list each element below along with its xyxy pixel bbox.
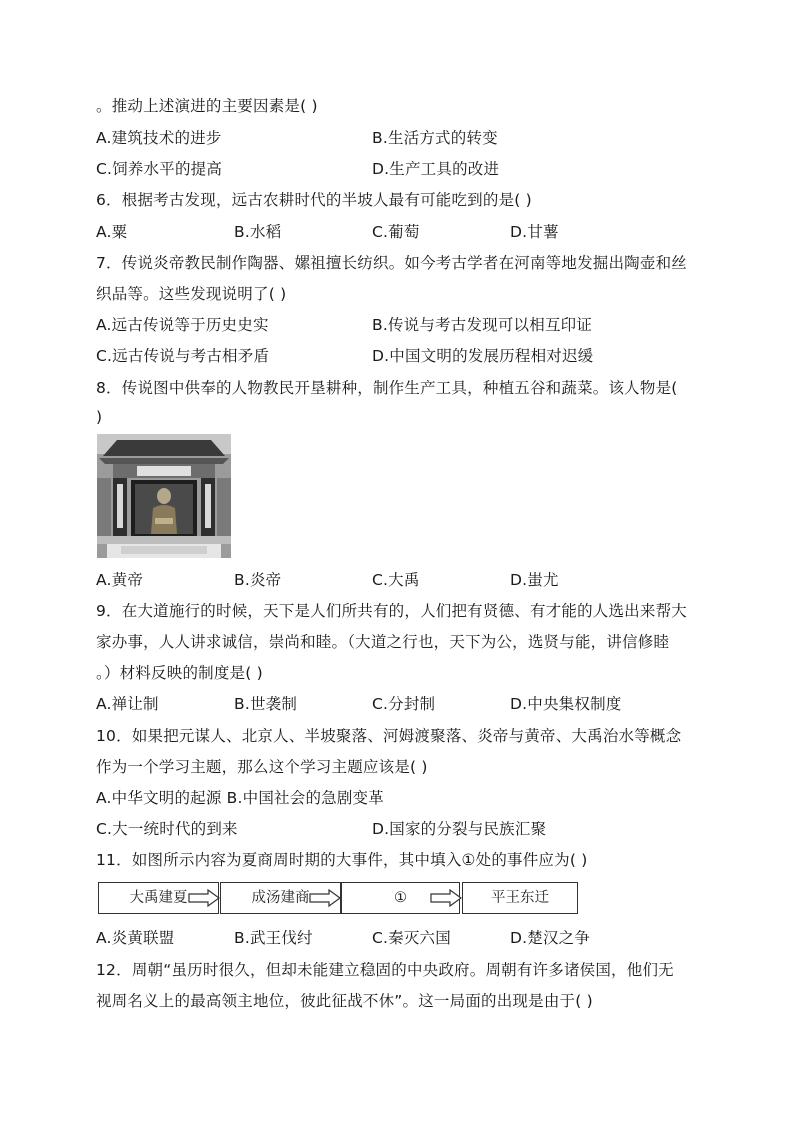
shrine-illustration xyxy=(97,434,231,558)
q9-option-a[interactable]: A.禅让制 xyxy=(96,695,159,713)
flow-step-4: 平王东迁 xyxy=(462,882,578,914)
q9-option-b[interactable]: B.世袭制 xyxy=(234,695,298,713)
q6-option-b[interactable]: B.水稻 xyxy=(234,223,282,241)
q10-option-ab[interactable]: A.中华文明的起源 B.中国社会的急剧变革 xyxy=(96,789,384,807)
flow-step-2: 成汤建商 xyxy=(220,882,341,914)
q10-option-c[interactable]: C.大一统时代的到来 xyxy=(96,820,238,838)
q12-stem-line1: 12．周朝“虽历时很久，但却未能建立稳固的中央政府。周朝有许多诸侯国，他们无 xyxy=(96,961,674,979)
q9-option-d[interactable]: D.中央集权制度 xyxy=(510,695,622,713)
q7-option-c[interactable]: C.远古传说与考古相矛盾 xyxy=(96,347,270,365)
q9-option-c[interactable]: C.分封制 xyxy=(372,695,436,713)
q10-option-d[interactable]: D.国家的分裂与民族汇聚 xyxy=(372,820,547,838)
q12-stem-line2: 视周名义上的最高领主地位，彼此征战不休”。这一局面的出现是由于( ) xyxy=(96,992,593,1010)
q8-stem-line2: ) xyxy=(96,408,103,426)
q6-option-c[interactable]: C.葡萄 xyxy=(372,223,420,241)
q7-option-b[interactable]: B.传说与考古发现可以相互印证 xyxy=(372,316,593,334)
q8-option-b[interactable]: B.炎帝 xyxy=(234,571,282,589)
q5-option-a[interactable]: A.建筑技术的进步 xyxy=(96,129,222,147)
shrine-photo xyxy=(97,434,231,558)
q8-option-d[interactable]: D.蚩尤 xyxy=(510,571,559,589)
q11-option-c[interactable]: C.秦灭六国 xyxy=(372,929,451,947)
q6-option-d[interactable]: D.甘薯 xyxy=(510,223,559,241)
q8-option-a[interactable]: A.黄帝 xyxy=(96,571,144,589)
q9-stem-line3: 。）材料反映的制度是( ) xyxy=(96,664,263,682)
q10-stem-line1: 10．如果把元谋人、北京人、半坡聚落、河姆渡聚落、炎帝与黄帝、大禹治水等概念 xyxy=(96,727,682,745)
flow-step-1: 大禹建夏 xyxy=(98,882,219,914)
q6-option-a[interactable]: A.粟 xyxy=(96,223,128,241)
q9-stem-line1: 9．在大道施行的时候，天下是人们所共有的，人们把有贤德、有才能的人选出来帮大 xyxy=(96,602,687,620)
q5-stem-tail: 。推动上述演进的主要因素是( ) xyxy=(96,97,318,115)
q9-stem-line2: 家办事，人人讲求诚信，崇尚和睦。（大道之行也，天下为公，选贤与能，讲信修睦 xyxy=(96,633,670,651)
q5-option-d[interactable]: D.生产工具的改进 xyxy=(372,160,500,178)
q11-option-a[interactable]: A.炎黄联盟 xyxy=(96,929,175,947)
q5-option-c[interactable]: C.饲养水平的提高 xyxy=(96,160,223,178)
q6-stem: 6．根据考古发现，远古农耕时代的半坡人最有可能吃到的是( ) xyxy=(96,191,532,209)
flow-step-3-blank: ① xyxy=(341,882,460,914)
q8-option-c[interactable]: C.大禹 xyxy=(372,571,420,589)
q11-option-b[interactable]: B.武王伐纣 xyxy=(234,929,313,947)
q11-stem: 11．如图所示内容为夏商周时期的大事件，其中填入①处的事件应为( ) xyxy=(96,851,588,869)
q7-option-a[interactable]: A.远古传说等于历史史实 xyxy=(96,316,269,334)
q5-option-b[interactable]: B.生活方式的转变 xyxy=(372,129,498,147)
q11-option-d[interactable]: D.楚汉之争 xyxy=(510,929,591,947)
q8-stem-line1: 8．传说图中供奉的人物教民开垦耕种，制作生产工具，种植五谷和蔬菜。该人物是( xyxy=(96,379,678,397)
q7-option-d[interactable]: D.中国文明的发展历程相对迟缓 xyxy=(372,347,594,365)
q10-stem-line2: 作为一个学习主题，那么这个学习主题应该是( ) xyxy=(96,758,428,776)
flow-arrow-2-icon xyxy=(309,889,341,907)
flow-arrow-3-icon xyxy=(430,889,462,907)
flow-arrow-1-icon xyxy=(188,889,220,907)
q7-stem-line2: 织品等。这些发现说明了( ) xyxy=(96,285,287,303)
q7-stem-line1: 7．传说炎帝教民制作陶器、嫘祖擅长纺织。如今考古学者在河南等地发掘出陶壶和丝 xyxy=(96,254,687,272)
